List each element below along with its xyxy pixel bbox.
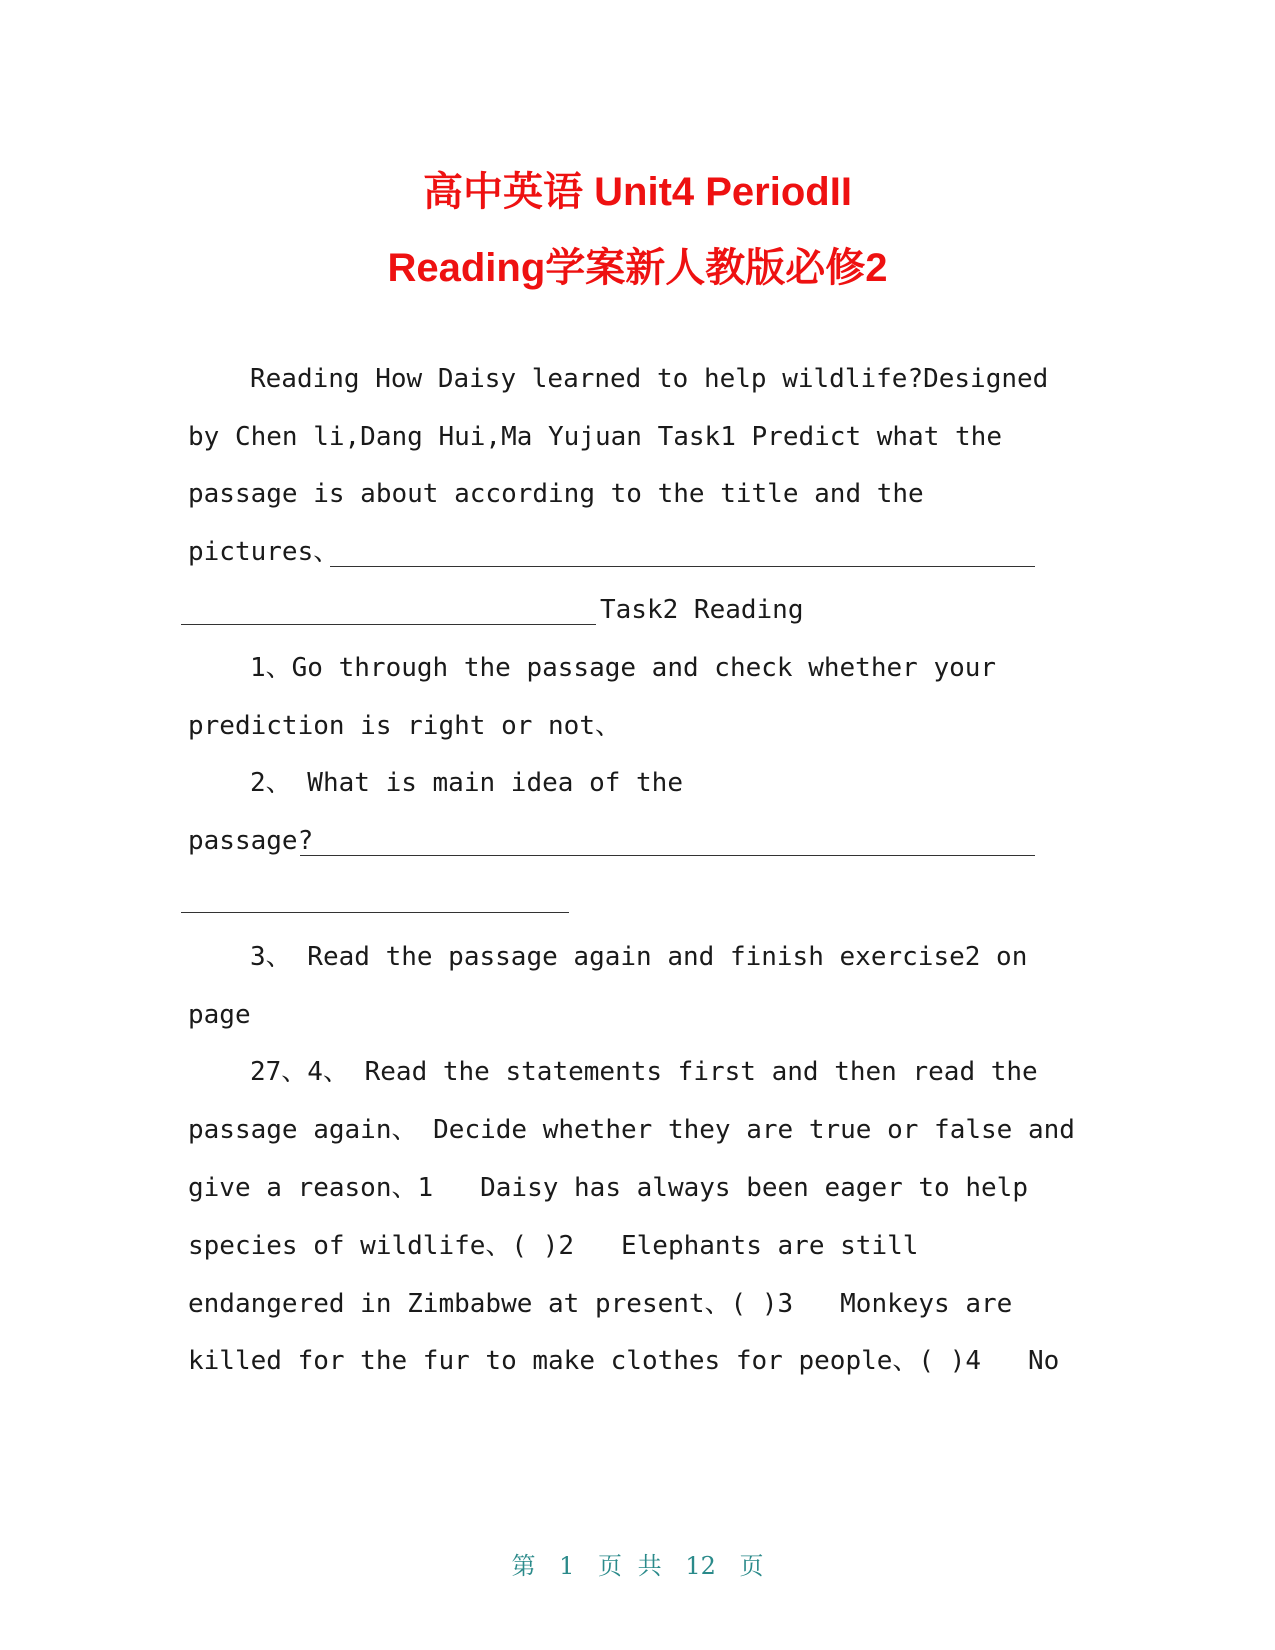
body-line: passage? [188,826,314,856]
body-line: 1、Go through the passage and check whether your [250,653,997,683]
footer-page-number: 1 [559,1552,575,1580]
answer-blank-rule [181,912,569,913]
body-line: 3、 Read the passage again and finish exercise2 on [250,942,1028,972]
document-title-line-1: 高中英语 Unit4 PeriodII [423,170,852,214]
answer-blank-rule [300,855,1035,856]
body-line: by Chen li,Dang Hui,Ma Yujuan Task1 Predict what the [188,422,1002,452]
footer-total-pages: 12 [685,1552,716,1580]
footer-prefix: 第 [511,1552,536,1580]
body-line: page [188,1000,251,1030]
answer-blank-rule [330,566,1035,567]
body-line: prediction is right or not、 [188,711,621,741]
body-line: 27、4、 Read the statements first and then read the [250,1057,1038,1087]
page-footer [0,1546,1275,1581]
body-line: passage again、 Decide whether they are true or false and [188,1115,1075,1145]
document-title-line-2: Reading学案新人教版必修2 [387,246,888,290]
answer-blank-rule [181,624,596,625]
body-line: endangered in Zimbabwe at present、( )3 Monkeys are [188,1289,1013,1319]
body-line: Reading How Daisy learned to help wildlife?Designed [250,364,1049,394]
body-line: pictures、 [188,537,340,567]
footer-middle: 页 共 [598,1552,662,1580]
body-line: give a reason、1 Daisy has always been eager to help [188,1173,1028,1203]
body-line: passage is about according to the title and the [188,479,924,509]
body-line: 2、 What is main idea of the [250,768,683,798]
body-line: species of wildlife、( )2 Elephants are still [188,1231,919,1261]
body-line: Task2 Reading [600,595,804,625]
footer-suffix: 页 [739,1552,764,1580]
body-line: killed for the fur to make clothes for people、( )4 No [188,1346,1060,1376]
